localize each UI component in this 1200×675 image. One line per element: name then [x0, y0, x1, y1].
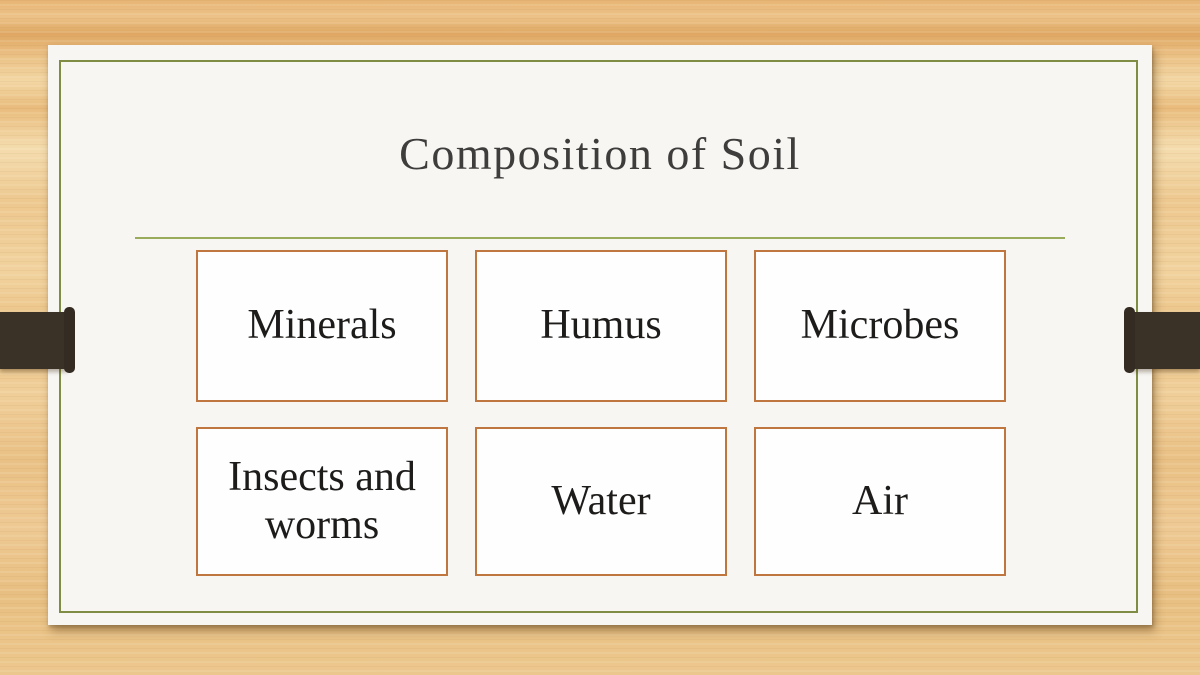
- grid-cell-air: Air: [754, 427, 1006, 576]
- ribbon-right: [1133, 312, 1200, 369]
- grid-cell-minerals: Minerals: [196, 250, 448, 402]
- grid-cell-microbes: Microbes: [754, 250, 1006, 402]
- ribbon-left-end-cap: [64, 307, 75, 373]
- composition-grid: [196, 250, 1006, 576]
- grid-cell-water: Water: [475, 427, 727, 576]
- ribbon-left: [0, 312, 68, 369]
- grid-cell-humus: Humus: [475, 250, 727, 402]
- title-underline: [135, 237, 1065, 239]
- grid-cell-insects-and-worms: Insects and worms: [196, 427, 448, 576]
- ribbon-right-end-cap: [1124, 307, 1135, 373]
- slide-card: [48, 45, 1152, 625]
- slide-title: Composition of Soil: [399, 128, 801, 179]
